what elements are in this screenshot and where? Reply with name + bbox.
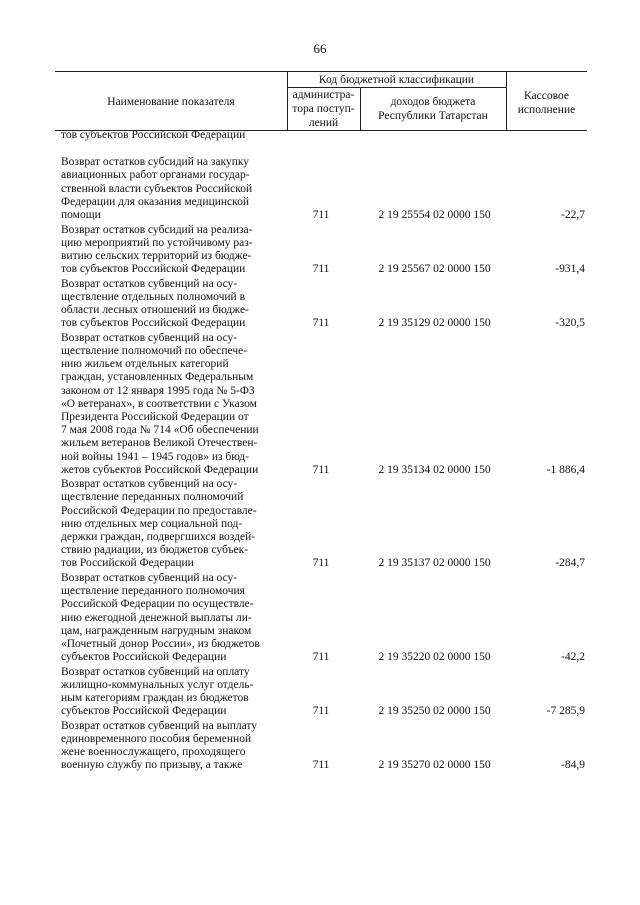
indicator-name-line: ным категориям граждан из бюджетов xyxy=(61,692,249,704)
indicator-name-line: ственной власти субъектов Российской xyxy=(61,182,253,195)
indicator-name-line: ствию радиации, из бюджетов субъек- xyxy=(61,544,249,557)
indicator-name-line: жене военнослужащего, проходящего xyxy=(61,746,246,759)
indicator-name-line: «О ветеранах», в соответствии с Указом xyxy=(61,397,257,410)
budget-code: 2 19 35129 02 0000 150 xyxy=(378,317,491,330)
indicator-name-line: тов субъектов Российской Федерации xyxy=(61,129,246,141)
header-exec-line: исполнение xyxy=(517,104,576,116)
table-row xyxy=(0,156,640,222)
execution-amount: -7 285,9 xyxy=(546,705,585,718)
indicator-name-line: военную службу по призыву, а также xyxy=(61,759,243,772)
indicator-name-line: Возврат остатков субвенций на оплату xyxy=(61,665,250,678)
indicator-name xyxy=(61,478,279,570)
indicator-name-line: ной войны 1941 – 1945 годов» из бюд- xyxy=(61,450,249,463)
indicator-name-line: ществление полномочий по обеспече- xyxy=(61,344,248,357)
indicator-name-line: Возврат остатков субвенций на осу- xyxy=(61,478,238,491)
indicator-name-line: единовременного пособия беременной xyxy=(61,732,252,745)
admin-code: 711 xyxy=(312,557,330,570)
header-revenue-line: Республики Татарстан xyxy=(378,110,488,122)
header-revenue-col xyxy=(360,95,506,123)
admin-code: 711 xyxy=(312,208,330,221)
indicator-name-line: цам, награжденным нагрудным знаком xyxy=(61,624,252,637)
table-row xyxy=(0,129,640,142)
indicator-name-line: граждан, установленных Федеральным xyxy=(61,371,254,384)
indicator-name-line: жетов субъектов Российской Федерации xyxy=(61,463,259,476)
indicator-name-line: Президента Российской Федерации от xyxy=(61,410,249,423)
indicator-name-line: Российской Федерации по предоставле- xyxy=(61,504,257,517)
indicator-name-line: Возврат остатков субвенций на осу- xyxy=(61,571,238,584)
execution-amount: -42,2 xyxy=(561,651,585,664)
execution-amount: -84,9 xyxy=(561,759,585,772)
indicator-name-line: ществление переданных полномочий xyxy=(61,491,244,504)
budget-code: 2 19 35270 02 0000 150 xyxy=(378,759,491,772)
admin-code: 711 xyxy=(312,317,330,330)
execution-amount: -22,7 xyxy=(561,208,585,221)
admin-code: 711 xyxy=(312,705,330,718)
indicator-name-line: Возврат остатков субвенций на осу- xyxy=(61,277,238,290)
table-row xyxy=(0,278,640,331)
indicator-name-line: 7 мая 2008 года № 714 «Об обеспечении xyxy=(61,424,259,437)
indicator-name xyxy=(61,720,279,773)
header-admin-line: тора поступ- xyxy=(292,103,355,115)
table-row xyxy=(0,332,640,477)
header-admin-col xyxy=(287,88,360,130)
table-row xyxy=(0,224,640,277)
execution-amount: -1 886,4 xyxy=(546,463,585,476)
header-admin-line: лений xyxy=(308,117,339,129)
indicator-name xyxy=(61,156,279,222)
indicator-name-line: жильем ветеранов Великой Отечествен- xyxy=(61,437,258,450)
indicator-name-line: цию мероприятий по устойчивому раз- xyxy=(61,236,253,249)
header-exec-col xyxy=(506,89,587,117)
admin-code: 711 xyxy=(312,651,330,664)
indicator-name xyxy=(61,129,279,142)
indicator-name-line: жилищно-коммунальных услуг отдель- xyxy=(61,678,254,691)
table-row xyxy=(0,572,640,664)
indicator-name-line: ществление переданного полномочия xyxy=(61,585,245,598)
indicator-name-line: Возврат остатков субвенций на осу- xyxy=(61,331,238,344)
indicator-name-line: Возврат остатков субвенций на выплату xyxy=(61,719,258,732)
indicator-name-line: Возврат остатков субсидий на реализа- xyxy=(61,223,253,236)
budget-code: 2 19 35220 02 0000 150 xyxy=(378,651,491,664)
table-row xyxy=(0,478,640,570)
admin-code: 711 xyxy=(312,263,330,276)
indicator-name-line: нию отдельных мер социальной под- xyxy=(61,517,243,530)
indicator-name-line: субъектов Российской Федерации xyxy=(61,651,227,664)
indicator-name xyxy=(61,332,279,477)
indicator-name-line: «Почетный донор России», из бюджетов xyxy=(61,637,260,650)
execution-amount: -320,5 xyxy=(555,317,585,330)
table-row xyxy=(0,720,640,773)
indicator-name xyxy=(61,572,279,664)
indicator-name-line: Российской Федерации по осуществле- xyxy=(61,598,254,611)
indicator-name-line: нию ежегодной денежной выплаты ли- xyxy=(61,611,252,624)
indicator-name-line: витию сельских территорий из бюдже- xyxy=(61,249,252,262)
budget-code: 2 19 35134 02 0000 150 xyxy=(378,463,491,476)
indicator-name-line: авиационных работ органами государ- xyxy=(61,169,250,182)
indicator-name-line: субъектов Российской Федерации xyxy=(61,705,227,718)
indicator-name-line: нию жильем отдельных категорий xyxy=(61,358,229,371)
table-row xyxy=(0,666,640,719)
indicator-name-line: тов субъектов Российской Федерации xyxy=(61,317,246,330)
budget-code: 2 19 25554 02 0000 150 xyxy=(378,208,491,221)
header-code-group: Код бюджетной классификации xyxy=(318,74,475,86)
execution-amount: -931,4 xyxy=(555,263,585,276)
budget-code: 2 19 35250 02 0000 150 xyxy=(378,705,491,718)
indicator-name-line: законом от 12 января 1995 года № 5-ФЗ xyxy=(61,384,255,397)
indicator-name-line: Федерации для оказания медицинской xyxy=(61,195,250,208)
header-revenue-line: доходов бюджета xyxy=(390,96,476,108)
header-name-col: Наименование показателя xyxy=(107,96,235,108)
budget-code: 2 19 25567 02 0000 150 xyxy=(378,263,491,276)
indicator-name-line: тов субъектов Российской Федерации xyxy=(61,263,246,276)
indicator-name xyxy=(61,278,279,331)
indicator-name-line: области лесных отношений из бюдже- xyxy=(61,304,249,316)
indicator-name-line: Возврат остатков субсидий на закупку xyxy=(61,156,250,169)
table-header xyxy=(55,71,587,131)
header-exec-line: Кассовое xyxy=(524,90,569,102)
budget-code: 2 19 35137 02 0000 150 xyxy=(378,557,491,570)
admin-code: 711 xyxy=(312,759,330,772)
admin-code: 711 xyxy=(312,463,330,476)
indicator-name xyxy=(61,666,279,719)
indicator-name-line: помощи xyxy=(61,209,101,221)
indicator-name-line: держки граждан, подвергшихся воздей- xyxy=(61,531,256,543)
indicator-name-line: тов Российской Федерации xyxy=(61,557,194,570)
page-number: 66 xyxy=(313,41,327,56)
execution-amount: -284,7 xyxy=(555,557,585,570)
indicator-name-line: ществление отдельных полномочий в xyxy=(61,290,246,303)
indicator-name xyxy=(61,224,279,277)
header-admin-line: администра- xyxy=(292,89,355,101)
